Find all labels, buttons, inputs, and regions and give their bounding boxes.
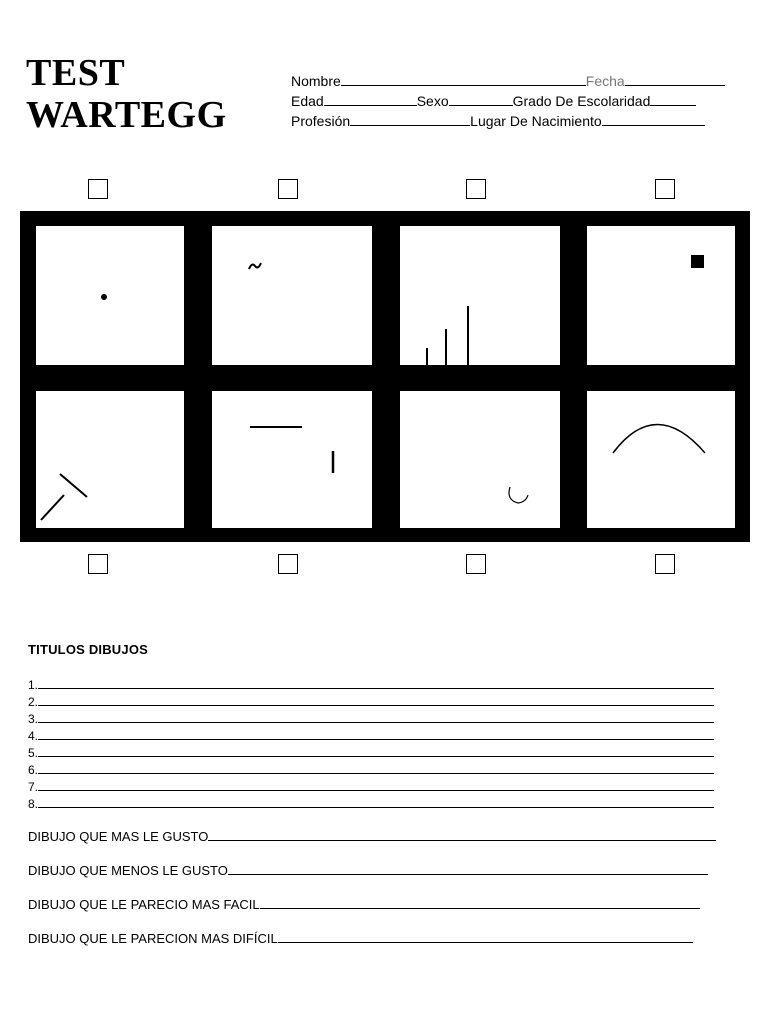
checkbox-drawing-4[interactable] (655, 179, 675, 199)
stimulus-square-icon (587, 226, 735, 365)
fecha-field[interactable] (625, 74, 725, 86)
header-row-2 (291, 93, 696, 109)
checkbox-drawing-5[interactable] (88, 554, 108, 574)
section-title: TITULOS DIBUJOS (28, 642, 149, 657)
title-field-7[interactable] (38, 780, 714, 791)
line-number: 5. (28, 746, 39, 760)
line-number: 6. (28, 763, 39, 777)
title-line-row (28, 780, 714, 794)
line-number: 7. (28, 780, 39, 794)
question-field-3[interactable] (260, 897, 700, 909)
form-title (26, 52, 227, 136)
profesion-label: Profesión (291, 113, 351, 129)
checkbox-drawing-1[interactable] (88, 179, 108, 199)
checkbox-drawing-7[interactable] (466, 554, 486, 574)
checkbox-drawing-3[interactable] (466, 179, 486, 199)
stimulus-diagonal-lines-icon (36, 391, 184, 528)
lugar-field[interactable] (602, 114, 705, 126)
grado-field[interactable] (650, 94, 696, 106)
nombre-label: Nombre (291, 73, 341, 89)
question-row (28, 931, 693, 947)
drawing-box-2[interactable] (212, 226, 372, 365)
drawing-box-3[interactable] (400, 226, 560, 365)
question-label: DIBUJO QUE LE PARECIO MAS FACIL (28, 897, 260, 912)
question-row (28, 863, 708, 879)
checkbox-drawing-2[interactable] (278, 179, 298, 199)
profesion-field[interactable] (350, 114, 470, 126)
line-number: 2. (28, 695, 39, 709)
question-row (28, 897, 700, 913)
lugar-label: Lugar De Nacimiento (470, 113, 602, 129)
question-field-4[interactable] (278, 931, 693, 943)
question-field-1[interactable] (208, 829, 716, 841)
title-field-1[interactable] (38, 678, 714, 689)
title-line-row (28, 797, 714, 811)
grado-label: Grado De Escolaridad (512, 93, 651, 109)
title-line-row (28, 678, 714, 692)
title-line-row (28, 746, 714, 760)
title-field-2[interactable] (38, 695, 714, 706)
drawing-box-6[interactable] (212, 391, 372, 528)
line-number: 4. (28, 729, 39, 743)
question-label: DIBUJO QUE MAS LE GUSTO (28, 829, 209, 844)
line-number: 8. (28, 797, 39, 811)
title-field-5[interactable] (38, 746, 714, 757)
header-row-1 (291, 73, 725, 89)
title-line-row (28, 763, 714, 777)
header-row-3 (291, 113, 705, 129)
stimulus-small-arc-icon (400, 391, 560, 528)
question-label: DIBUJO QUE MENOS LE GUSTO (28, 863, 228, 878)
title-line-row (28, 712, 714, 726)
sexo-label: Sexo (416, 93, 449, 109)
title-field-3[interactable] (38, 712, 714, 723)
drawing-box-8[interactable] (587, 391, 735, 528)
title-field-6[interactable] (38, 763, 714, 774)
stimulus-wave-icon (212, 226, 372, 365)
stimulus-bars-icon (400, 226, 560, 365)
fecha-label: Fecha (585, 73, 625, 89)
sexo-field[interactable] (449, 94, 513, 106)
title-line-row (28, 729, 714, 743)
stimulus-perpendicular-lines-icon (212, 391, 372, 528)
edad-field[interactable] (324, 94, 417, 106)
stimulus-large-arc-icon (587, 391, 735, 528)
edad-label: Edad (291, 93, 324, 109)
nombre-field[interactable] (341, 74, 586, 86)
title-line-row (28, 695, 714, 709)
title-field-8[interactable] (38, 797, 714, 808)
question-row (28, 829, 716, 845)
drawing-grid (20, 211, 750, 542)
drawing-box-7[interactable] (400, 391, 560, 528)
checkbox-drawing-6[interactable] (278, 554, 298, 574)
checkbox-drawing-8[interactable] (655, 554, 675, 574)
title-line-1: TEST (26, 52, 126, 94)
drawing-box-4[interactable] (587, 226, 735, 365)
stimulus-dot-icon (36, 226, 184, 365)
line-number: 1. (28, 678, 39, 692)
title-line-2: WARTEGG (26, 94, 227, 136)
drawing-box-5[interactable] (36, 391, 184, 528)
question-field-2[interactable] (228, 863, 708, 875)
line-number: 3. (28, 712, 39, 726)
title-field-4[interactable] (38, 729, 714, 740)
question-label: DIBUJO QUE LE PARECION MAS DIFÍCIL (28, 931, 278, 946)
drawing-box-1[interactable] (36, 226, 184, 365)
